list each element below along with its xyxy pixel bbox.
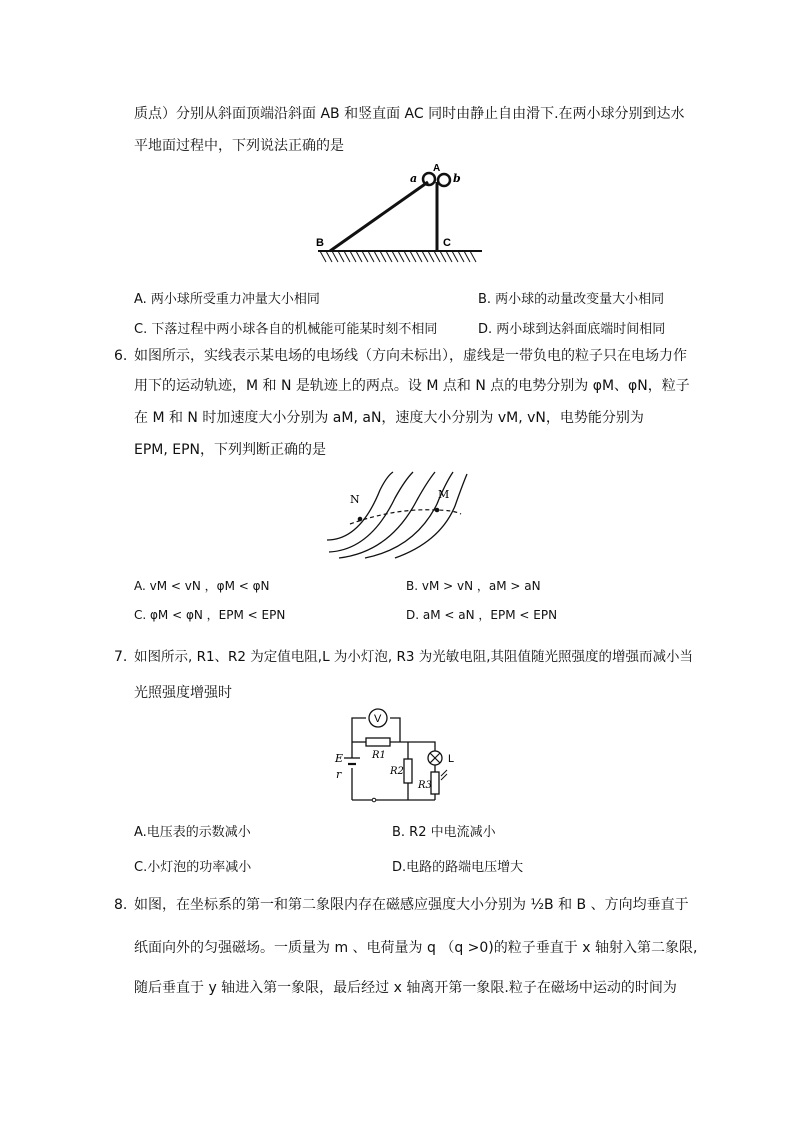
q5-stem-line1: 质点）分别从斜面顶端沿斜面 AB 和竖直面 AC 同时由静止自由滑下.在两小球分别到达水 [134,106,685,122]
point-M [435,508,440,513]
label-B: B [316,237,324,249]
q6-option-c: C. φM < φN ，EPM < EPN [134,608,286,622]
ball-a [423,173,435,185]
ball-b [438,174,450,186]
label-R2: R2 [390,766,404,777]
q7-stem-line2: 光照强度增强时 [134,685,232,701]
label-r: r [336,768,342,781]
q7-stem-line1: 如图所示, R1、R2 为定值电阻,L 为小灯泡, R3 为光敏电阻,其阻值随光照强度的增强而减小当 [134,649,694,665]
q7-option-c: C.小灯泡的功率减小 [134,860,252,875]
label-R1: R1 [372,750,386,761]
q6-option-a: A. vM < vN ，φM < φN [134,579,270,593]
q8-stem-line3: 随后垂直于 y 轴进入第一象限，最后经过 x 轴离开第一象限.粒子在磁场中运动的时间为 [134,980,677,996]
q6-stem-line3: 在 M 和 N 时加速度大小分别为 aM, aN，速度大小分别为 vM, vN，电势能分别为 [134,410,644,426]
q6-number: 6. [114,348,128,364]
label-E: E [335,752,344,765]
label-A: A [433,163,441,174]
label-R3: R3 [418,780,432,791]
q6-stem-line1: 如图所示，实线表示某电场的电场线（方向未标出），虚线是一带负电的粒子只在电场力作 [134,348,687,364]
label-V: V [374,713,382,725]
label-L: L [448,753,455,765]
q8-stem-line1: 如图，在坐标系的第一和第二象限内存在磁感应强度大小分别为 ½B 和 B 、方向均垂直于 [134,897,689,913]
point-N [358,517,363,522]
q6-option-b: B. vM > vN ，aM > aN [406,579,541,593]
q7-number: 7. [114,649,128,665]
q7-option-a: A.电压表的示数减小 [134,825,251,840]
q8-stem-line2: 纸面向外的匀强磁场。一质量为 m 、电荷量为 q （q >0)的粒子垂直于 x 轴射入第二象限, [134,940,698,956]
q5-option-c: C. 下落过程中两小球各自的机械能可能某时刻不相同 [134,322,438,337]
q8-number: 8. [114,897,128,913]
label-a: a [410,172,418,185]
q5-stem-line2: 平地面过程中，下列说法正确的是 [134,138,344,154]
q5-option-d: D. 两小球到达斜面底端时间相同 [478,322,666,337]
label-C: C [443,237,451,249]
q5-option-b: B. 两小球的动量改变量大小相同 [478,292,665,307]
label-M: M [438,488,450,501]
label-b: b [453,172,461,185]
q7-option-d: D.电路的路端电压增大 [392,860,524,875]
label-N: N [350,493,360,506]
q7-option-b: B. R2 中电流减小 [392,825,496,840]
q6-option-d: D. aM < aN ，EPM < EPN [406,608,558,622]
q7-circuit-figure [330,704,470,804]
q6-stem-line4: EPM, EPN，下列判断正确的是 [134,442,327,458]
q5-incline-figure [310,160,490,270]
q6-field-lines-figure [325,470,475,560]
q5-option-a: A. 两小球所受重力冲量大小相同 [134,292,320,307]
q6-stem-line2: 用下的运动轨迹，M 和 N 是轨迹上的两点。设 M 点和 N 点的电势分别为 φM、φN，粒子 [134,378,690,394]
